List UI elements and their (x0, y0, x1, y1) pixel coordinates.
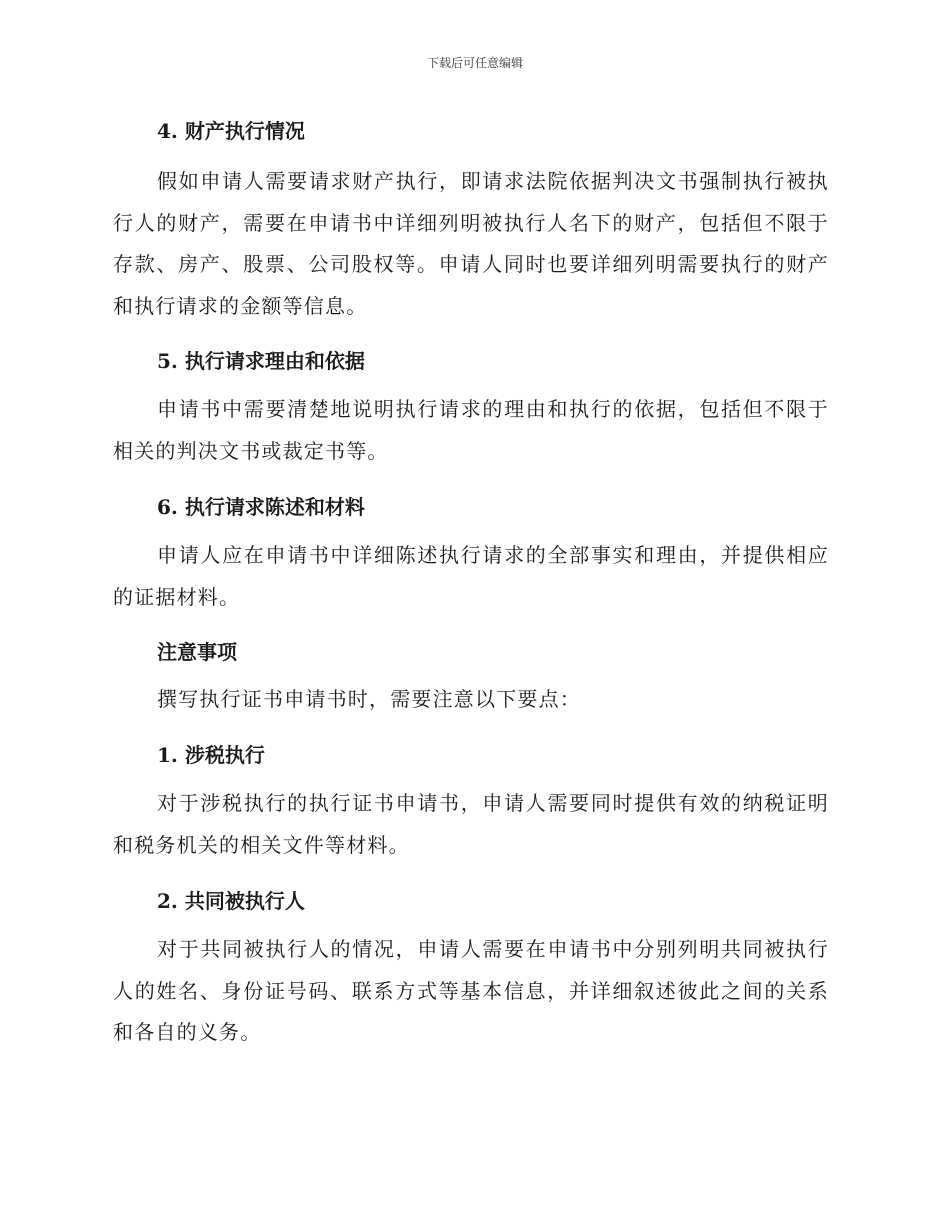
section-paragraph-property-execution: 假如申请人需要请求财产执行，即请求法院依据判决文书强制执行被执行人的财产，需要在申请书中详细列明被执行人名下的财产，包括但不限于存款、房产、股票、公司股权等。申请人同时也要详细列明需要执行的财产和执行请求的金额等信息。 (113, 169, 829, 318)
section-heading-notes: 注意事项 (157, 640, 237, 664)
section-paragraph-execution-reason: 申请书中需要清楚地说明执行请求的理由和执行的依据，包括但不限于相关的判决文书或裁定书等。 (113, 397, 829, 463)
section-paragraph-joint-executed: 对于共同被执行人的情况，申请人需要在申请书中分别列明共同被执行人的姓名、身份证号码、联系方式等基本信息，并详细叙述彼此之间的关系和各自的义务。 (113, 937, 829, 1044)
section-paragraph-tax-execution: 对于涉税执行的执行证书申请书，申请人需要同时提供有效的纳税证明和税务机关的相关文件等材料。 (113, 791, 829, 857)
section-heading-tax-execution: 1. 涉税执行 (157, 743, 265, 767)
section-paragraph-execution-statement: 申请人应在申请书中详细陈述执行请求的全部事实和理由，并提供相应的证据材料。 (113, 543, 829, 609)
page-header: 下载后可任意编辑 (426, 56, 523, 70)
section-heading-joint-executed: 2. 共同被执行人 (157, 889, 305, 913)
section-paragraph-notes: 撰写执行证书申请书时，需要注意以下要点： (157, 687, 581, 711)
section-heading-property-execution: 4. 财产执行情况 (157, 119, 305, 143)
section-heading-execution-statement: 6. 执行请求陈述和材料 (157, 495, 365, 519)
section-heading-execution-reason: 5. 执行请求理由和依据 (157, 349, 365, 373)
